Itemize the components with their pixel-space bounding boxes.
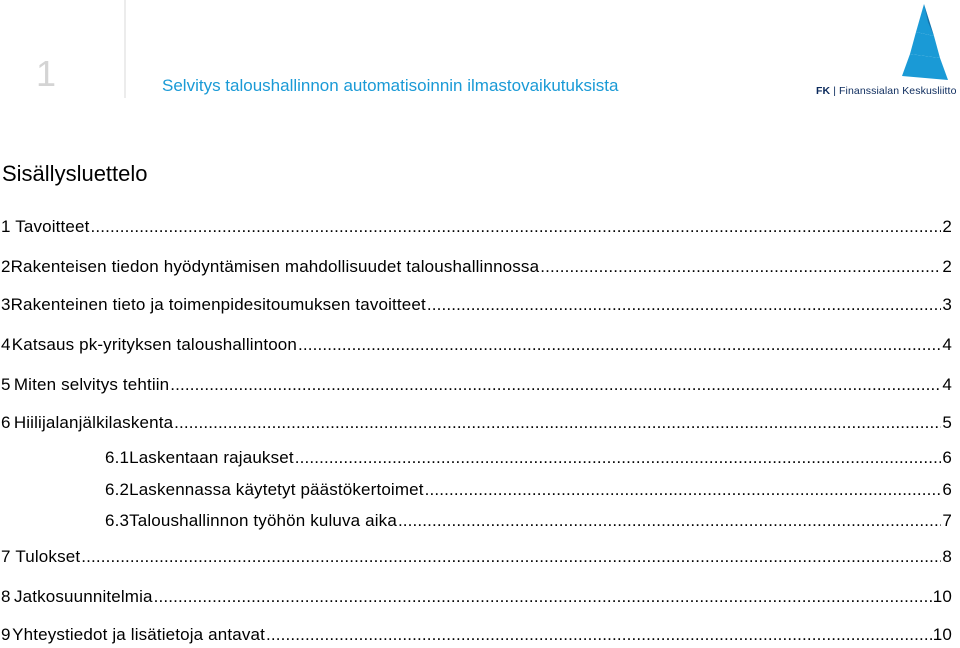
- toc-entry-paastokertoimet[interactable]: [105, 479, 952, 501]
- toc-dot-leader: [170, 374, 941, 396]
- page-number: 1: [36, 53, 57, 94]
- toc-dot-leader: [298, 334, 941, 356]
- toc-dot-leader: [540, 256, 941, 278]
- toc-entry-number: 6.3: [105, 511, 130, 530]
- toc-dot-leader: [398, 510, 941, 532]
- toc-entry-text: Tulokset: [15, 547, 81, 566]
- toc-entry-number: 6.2: [105, 480, 130, 499]
- document-title: Selvitys taloushallinnon automatisoinnin ilmastovaikutuksista: [162, 76, 619, 95]
- toc-entry-page: 2: [942, 217, 952, 236]
- toc-entry-number: 4: [1, 335, 11, 354]
- fk-logo-text: FK | Finanssialan Keskusliitto: [816, 85, 957, 97]
- toc-entry-number: 6: [1, 413, 11, 432]
- toc-entry-text: Laskennassa käytetyt päästökertoimet: [129, 480, 424, 499]
- toc-entry-number: 5: [1, 375, 11, 394]
- toc-dot-leader: [295, 447, 942, 469]
- fk-logo-name: Finanssialan Keskusliitto: [839, 85, 957, 97]
- toc-dot-leader: [154, 586, 932, 608]
- toc-entry-hiilijalanjalkilaskenta[interactable]: [0, 412, 952, 434]
- toc-entry-tulokset[interactable]: [0, 546, 952, 568]
- toc-entry-page: 2: [942, 257, 952, 276]
- toc-entry-text: Tavoitteet: [15, 217, 90, 236]
- toc-entry-page: 7: [942, 511, 952, 530]
- fk-logo-abbr: FK: [816, 85, 831, 97]
- toc-entry-text: Katsaus pk-yrityksen taloushallintoon: [11, 335, 298, 354]
- toc-entry-miten-selvitys[interactable]: [0, 374, 952, 396]
- toc-entry-number: 9: [1, 625, 11, 644]
- toc-dot-leader: [174, 412, 941, 434]
- toc-entry-text: Yhteystiedot ja lisätietoja antavat: [12, 625, 265, 644]
- toc-entry-tavoitteet[interactable]: [0, 216, 952, 238]
- toc-dot-leader: [90, 216, 941, 238]
- toc-entry-text: Rakenteisen tiedon hyödyntämisen mahdollisuudet taloushallinnossa: [10, 257, 540, 276]
- toc-entry-page: 10: [932, 625, 952, 644]
- toc-entry-page: 3: [942, 295, 952, 314]
- toc-entry-number: 7: [1, 547, 11, 566]
- toc-entry-jatkosuunnitelmia[interactable]: [0, 586, 952, 608]
- toc-entry-rakenteinen-tieto[interactable]: [0, 294, 952, 316]
- toc-dot-leader: [81, 546, 941, 568]
- toc-entry-text: Hiilijalanjälkilaskenta: [13, 413, 174, 432]
- toc-entry-number: 3: [1, 295, 11, 314]
- toc-entry-page: 6: [942, 448, 952, 467]
- toc-entry-rakenteisen-tiedon[interactable]: [0, 256, 952, 278]
- toc-entry-number: 1: [1, 217, 11, 236]
- header-divider: [124, 0, 126, 98]
- toc-entry-number: 6.1: [105, 448, 130, 467]
- toc-entry-yhteystiedot[interactable]: [0, 624, 952, 646]
- toc-entry-text: Laskentaan rajaukset: [129, 448, 294, 467]
- toc-dot-leader: [427, 294, 942, 316]
- toc-entry-taloushallinnon-tyo[interactable]: [105, 510, 952, 532]
- toc-entry-text: Rakenteinen tieto ja toimenpidesitoumuksen tavoitteet: [10, 295, 426, 314]
- toc-heading: Sisällysluettelo: [2, 161, 148, 186]
- toc-dot-leader: [266, 624, 932, 646]
- toc-entry-page: 6: [942, 480, 952, 499]
- toc-entry-text: Miten selvitys tehtiin: [13, 375, 170, 394]
- toc-entry-text: Taloushallinnon työhön kuluva aika: [129, 511, 397, 530]
- toc-entry-page: 5: [942, 413, 952, 432]
- toc-entry-page: 10: [932, 587, 952, 606]
- toc-entry-number: 8: [1, 587, 11, 606]
- toc-entry-katsaus[interactable]: [0, 334, 952, 356]
- fk-logo-mark-icon: [898, 2, 954, 82]
- toc-dot-leader: [425, 479, 942, 501]
- toc-entry-laskentaan-rajaukset[interactable]: [105, 447, 952, 469]
- fk-logo: [812, 0, 960, 100]
- toc-entry-page: 4: [942, 335, 952, 354]
- toc-entry-number: 2: [1, 257, 11, 276]
- toc-entry-page: 8: [942, 547, 952, 566]
- toc-entry-text: Jatkosuunnitelmia: [14, 587, 153, 606]
- toc-entry-page: 4: [942, 375, 952, 394]
